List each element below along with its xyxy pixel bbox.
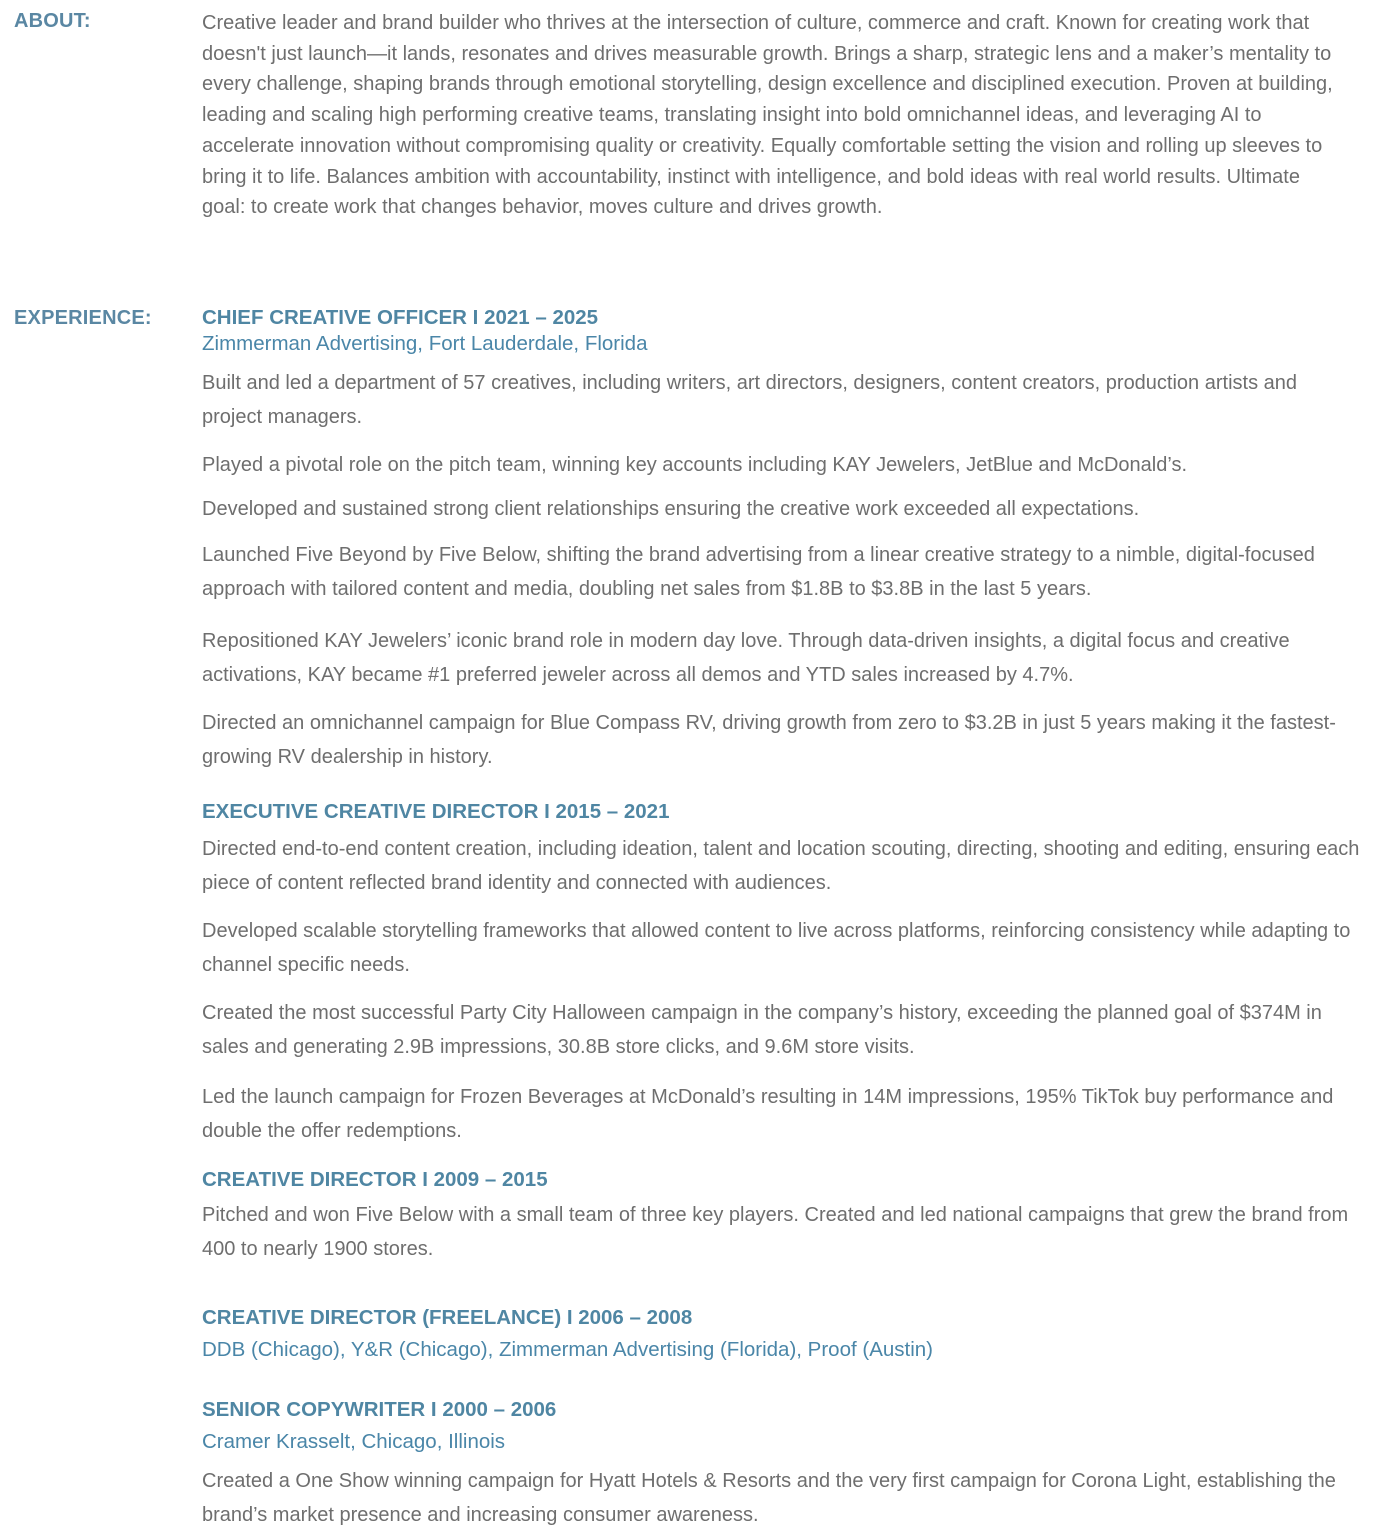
company-freelance-agencies: DDB (Chicago), Y&R (Chicago), Zimmerman Advertising (Florida), Proof (Austin) <box>202 1338 934 1361</box>
job-bullet: Pitched and won Five Below with a small team of three key players. Created and led national campaigns that grew the brand from 400 to nearly 1900 stores. <box>202 1204 1349 1260</box>
job-bullet: Created the most successful Party City Halloween campaign in the company’s history, exceeding the planned goal of $374M in sales and generating 2.9B impressions, 30.8B store clicks, and 9.6M store visits. <box>202 1002 1322 1058</box>
job-bullet: Directed an omnichannel campaign for Blue Compass RV, driving growth from zero to $3.2B in just 5 years making it the fastest-growing RV dealership in history. <box>202 712 1336 768</box>
job-bullet: Built and led a department of 57 creatives, including writers, art directors, designers, content creators, production artists and project managers. <box>202 372 1297 428</box>
job-title-chief-creative-officer: CHIEF CREATIVE OFFICER I 2021 – 2025 <box>202 306 599 329</box>
job-title-senior-copywriter: SENIOR COPYWRITER I 2000 – 2006 <box>202 1398 557 1421</box>
job-bullet: Led the launch campaign for Frozen Beverages at McDonald’s resulting in 14M impressions, 195% TikTok buy performance and double the offer redemptions. <box>202 1086 1334 1142</box>
job-bullet: Played a pivotal role on the pitch team, winning key accounts including KAY Jewelers, JetBlue and McDonald’s. <box>202 454 1187 476</box>
about-label: ABOUT: <box>14 10 91 32</box>
job-bullet: Developed scalable storytelling frameworks that allowed content to live across platforms, reinforcing consistency while adapting to channel specific needs. <box>202 920 1351 976</box>
job-bullet: Repositioned KAY Jewelers’ iconic brand role in modern day love. Through data-driven insights, a digital focus and creative activations, KAY became #1 preferred jeweler across all demos and YTD sales increased by 4.7%. <box>202 630 1290 686</box>
company-zimmerman: Zimmerman Advertising, Fort Lauderdale, Florida <box>202 332 648 355</box>
experience-label: EXPERIENCE: <box>14 307 152 329</box>
about-paragraph: Creative leader and brand builder who thrives at the intersection of culture, commerce and craft. Known for creating work that doesn't just launch—it lands, resonates and drives measurable growth. Brings a sharp, strategic lens and a maker’s mentality to every challenge, shaping brands through emotional storytelling, design excellence and disciplined execution. Proven at building, leading and scaling high performing creative teams, translating insight into bold omnichannel ideas, and leveraging AI to accelerate innovation without compromising quality or creativity. Equally comfortable setting the vision and rolling up sleeves to bring it to life. Balances ambition with accountability, instinct with intelligence, and bold ideas with real world results. Ultimate goal: to create work that changes behavior, moves culture and drives growth. <box>202 12 1333 219</box>
job-bullet: Directed end-to-end content creation, including ideation, talent and location scouting, directing, shooting and editing, ensuring each piece of content reflected brand identity and connected with audiences. <box>202 838 1360 894</box>
job-title-creative-director-freelance: CREATIVE DIRECTOR (FREELANCE) I 2006 – 2008 <box>202 1306 693 1329</box>
job-title-creative-director: CREATIVE DIRECTOR I 2009 – 2015 <box>202 1168 548 1191</box>
job-bullet: Created a One Show winning campaign for Hyatt Hotels & Resorts and the very first campaign for Corona Light, establishing the brand’s market presence and increasing consumer awareness. <box>202 1470 1336 1526</box>
job-bullet: Launched Five Beyond by Five Below, shifting the brand advertising from a linear creative strategy to a nimble, digital-focused approach with tailored content and media, doubling net sales from $1.8B to $3.8B in the last 5 years. <box>202 544 1315 600</box>
job-title-executive-creative-director: EXECUTIVE CREATIVE DIRECTOR I 2015 – 2021 <box>202 800 670 823</box>
job-bullet: Developed and sustained strong client relationships ensuring the creative work exceeded all expectations. <box>202 498 1140 520</box>
company-cramer-krasselt: Cramer Krasselt, Chicago, Illinois <box>202 1430 506 1453</box>
